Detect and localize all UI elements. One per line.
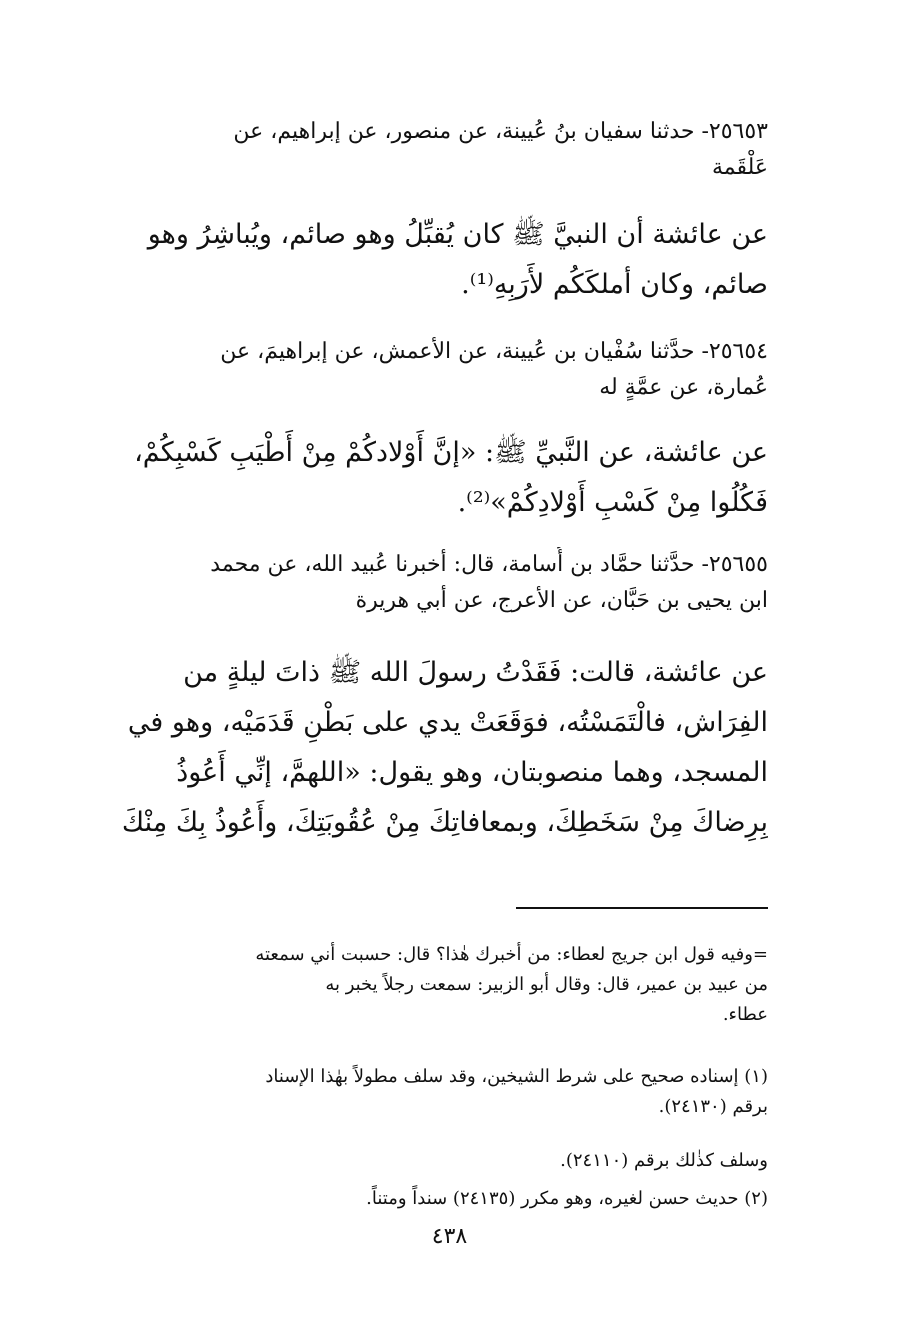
hadith-25653-chain (68, 114, 768, 186)
hadith-25655-text (68, 648, 768, 848)
footnote-line: وسلف كذٰلك برقم (٢٤١١٠). (560, 1150, 768, 1171)
chain-line: عُمارة، عن عمَّةٍ له (599, 375, 768, 400)
footnote-line: =وفيه قول ابن جريج لعطاء: من أخبرك هٰذا؟ قال: حسبت أني سمعته (255, 944, 768, 965)
hadith-25653-text (68, 210, 768, 310)
matn-line: صائم، وكان أملكَكُم لأَرَبِهِ⁽¹⁾. (461, 269, 768, 300)
chain-line: ٢٥٦٥٥- حدَّثنا حمَّاد بن أُسامة، قال: أخبرنا عُبيد الله، عن محمد (210, 552, 768, 577)
matn-line: عن عائشة، عن النَّبيِّ ﷺ: «إنَّ أَوْلادكُمْ مِنْ أَطْيَبِ كَسْبِكُمْ، (134, 437, 768, 468)
matn-line: فَكُلُوا مِنْ كَسْبِ أَوْلادِكُمْ»⁽²⁾. (457, 487, 768, 518)
chain-line: ٢٥٦٥٣- حدثنا سفيان بنُ عُيينة، عن منصور، عن إبراهيم، عن (233, 119, 768, 144)
footnote-line: من عبيد بن عمير، قال: وقال أبو الزبير: سمعت رجلاً يخبر به (325, 974, 768, 995)
chain-line: ٢٥٦٥٤- حدَّثنا سُفْيان بن عُيينة، عن الأعمش، عن إبراهيمَ، عن (220, 339, 768, 364)
matn-line: عن عائشة أن النبيَّ ﷺ كان يُقبِّلُ وهو صائم، ويُباشِرُ وهو (147, 219, 768, 250)
matn-line: بِرِضاكَ مِنْ سَخَطِكَ، وبمعافاتِكَ مِنْ عُقُوبَتِكَ، وأَعُوذُ بِكَ مِنْكَ (121, 807, 768, 838)
footnote-line: برقم (٢٤١٣٠). (658, 1096, 768, 1117)
footnote-line: (١) إسناده صحيح على شرط الشيخين، وقد سلف مطولاً بهٰذا الإسناد (265, 1066, 768, 1087)
page-number: ٤٣٨ (431, 1224, 468, 1249)
footnote-continuation (68, 940, 768, 1030)
hadith-25654-chain (68, 334, 768, 406)
footnote-1 (68, 1062, 768, 1122)
footnote-line: عطاء. (722, 1004, 768, 1025)
matn-line: المسجد، وهما منصوبتان، وهو يقول: «اللهمَّ، إنِّي أَعُوذُ (176, 757, 768, 788)
matn-line: الفِرَاش، فالْتَمَسْتُه، فوَقَعَتْ يدي على بَطْنِ قَدَمَيْه، وهو في (127, 707, 768, 738)
hadith-25654-text (68, 428, 768, 528)
footnote-divider (516, 907, 768, 909)
hadith-25655-chain (68, 547, 768, 619)
footnote-1-extra (68, 1146, 768, 1176)
footnote-line: (٢) حديث حسن لغيره، وهو مكرر (٢٤١٣٥) سنداً ومتناً. (366, 1188, 768, 1209)
chain-line: ابن يحيى بن حَبَّان، عن الأعرج، عن أبي هريرة (355, 588, 768, 613)
chain-line: عَلْقَمة (711, 155, 768, 180)
matn-line: عن عائشة، قالت: فَقَدْتُ رسولَ الله ﷺ ذاتَ ليلةٍ من (183, 657, 768, 688)
footnote-2 (68, 1184, 768, 1214)
